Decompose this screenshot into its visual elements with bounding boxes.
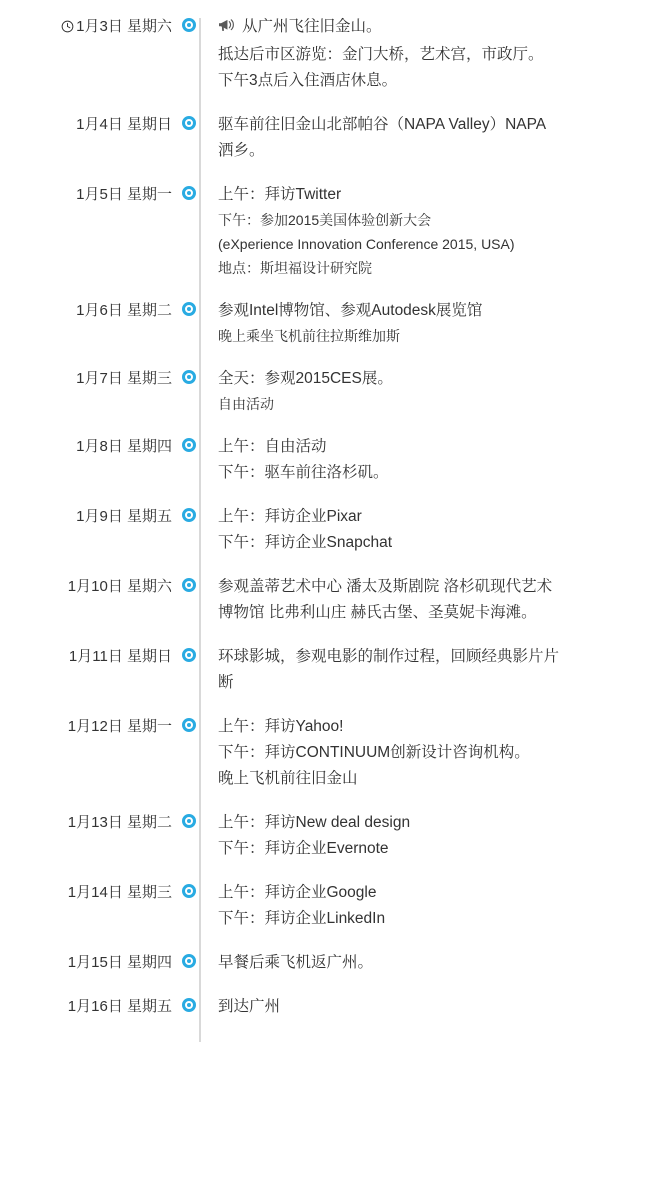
timeline-entry bbox=[0, 804, 650, 874]
entry-line bbox=[218, 644, 632, 670]
entry-line bbox=[218, 906, 632, 932]
entry-date-label: 1月16日 星期五 bbox=[67, 998, 172, 1015]
timeline-entry bbox=[0, 360, 650, 428]
entry-date bbox=[0, 8, 182, 40]
entry-line-text: 上午：拜访New deal design bbox=[218, 814, 411, 831]
timeline-entry bbox=[0, 106, 650, 176]
entry-line-text: 下午3点后入住酒店休息。 bbox=[218, 72, 398, 89]
entry-line bbox=[218, 994, 632, 1020]
entry-date bbox=[0, 498, 182, 528]
entry-line-text: 上午：拜访Twitter bbox=[218, 186, 342, 203]
entry-line-text: 从广州飞往旧金山。 bbox=[242, 18, 382, 35]
entry-line bbox=[218, 138, 632, 164]
entry-content bbox=[208, 944, 650, 988]
entry-line bbox=[218, 68, 632, 94]
timeline-dot-icon bbox=[182, 578, 196, 592]
timeline-dot-icon bbox=[182, 186, 196, 200]
entry-line bbox=[218, 324, 632, 348]
entry-date bbox=[0, 292, 182, 322]
entry-line-text: 博物馆 比弗利山庄 赫氏古堡、圣莫妮卡海滩。 bbox=[218, 604, 537, 621]
entry-date-label: 1月14日 星期三 bbox=[67, 884, 172, 901]
entry-line-text: 环球影城，参观电影的制作过程，回顾经典影片片 bbox=[218, 648, 560, 665]
entry-line bbox=[218, 42, 632, 68]
entry-line-text: 下午：驱车前往洛杉矶。 bbox=[218, 464, 389, 481]
timeline-dot-icon bbox=[182, 884, 196, 898]
entry-line bbox=[218, 298, 632, 324]
entry-date bbox=[0, 106, 182, 136]
timeline-dot-icon bbox=[182, 954, 196, 968]
timeline-entry bbox=[0, 176, 650, 292]
bottom-spacer bbox=[0, 1032, 650, 1042]
timeline-entry bbox=[0, 292, 650, 360]
entry-content bbox=[208, 708, 650, 804]
entry-line-text: 上午：拜访企业Pixar bbox=[218, 508, 362, 525]
timeline-entry bbox=[0, 638, 650, 708]
entry-date-label: 1月6日 星期二 bbox=[76, 302, 172, 319]
entry-date-label: 1月3日 星期六 bbox=[76, 18, 172, 35]
entry-line-text: 上午：拜访Yahoo! bbox=[218, 718, 344, 735]
entry-line-text: 地点：斯坦福设计研究院 bbox=[218, 260, 372, 276]
entry-line-text: 晚上飞机前往旧金山 bbox=[218, 770, 358, 787]
entry-date bbox=[0, 804, 182, 834]
entry-line-text: 到达广州 bbox=[218, 998, 281, 1015]
entry-line bbox=[218, 232, 632, 256]
entry-date-label: 1月15日 星期四 bbox=[67, 954, 172, 971]
entry-date bbox=[0, 360, 182, 390]
entry-date bbox=[0, 176, 182, 206]
entry-line-text: 上午：自由活动 bbox=[218, 438, 327, 455]
entry-content bbox=[208, 106, 650, 176]
timeline-entry bbox=[0, 568, 650, 638]
timeline-dot-icon bbox=[182, 370, 196, 384]
entry-date bbox=[0, 708, 182, 738]
entry-line bbox=[218, 504, 632, 530]
entry-date-label: 1月13日 星期二 bbox=[67, 814, 172, 831]
entry-content bbox=[208, 428, 650, 498]
entry-line-text: 抵达后市区游览：金门大桥，艺术宫，市政厅。 bbox=[218, 46, 544, 63]
timeline-rows bbox=[0, 8, 650, 1032]
entry-line bbox=[218, 880, 632, 906]
entry-line bbox=[218, 366, 632, 392]
entry-date bbox=[0, 568, 182, 598]
entry-line bbox=[218, 460, 632, 486]
entry-date-label: 1月12日 星期一 bbox=[67, 718, 172, 735]
entry-line bbox=[218, 740, 632, 766]
timeline-dot-icon bbox=[182, 18, 196, 32]
entry-line-text: 驱车前往旧金山北部帕谷（NAPA Valley）NAPA bbox=[218, 116, 547, 133]
megaphone-icon bbox=[218, 16, 236, 42]
entry-content bbox=[208, 360, 650, 428]
entry-line-text: 自由活动 bbox=[218, 396, 274, 412]
entry-line-text: 断 bbox=[218, 674, 234, 691]
timeline-dot-icon bbox=[182, 718, 196, 732]
timeline-dot-icon bbox=[182, 302, 196, 316]
entry-line-text: 下午：拜访企业Snapchat bbox=[218, 534, 392, 551]
entry-line bbox=[218, 950, 632, 976]
entry-date bbox=[0, 428, 182, 458]
entry-line-text: 下午：拜访CONTINUUM创新设计咨询机构。 bbox=[218, 744, 530, 761]
entry-line bbox=[218, 112, 632, 138]
entry-line bbox=[218, 530, 632, 556]
timeline-entry bbox=[0, 944, 650, 988]
entry-line-text: 下午：拜访企业LinkedIn bbox=[218, 910, 386, 927]
timeline-entry bbox=[0, 874, 650, 944]
entry-line bbox=[218, 14, 632, 42]
entry-date bbox=[0, 638, 182, 668]
entry-line-text: 上午：拜访企业Google bbox=[218, 884, 377, 901]
entry-line-text: 晚上乘坐飞机前往拉斯维加斯 bbox=[218, 328, 400, 344]
entry-line bbox=[218, 810, 632, 836]
timeline-entry bbox=[0, 708, 650, 804]
timeline-entry bbox=[0, 428, 650, 498]
entry-date-label: 1月9日 星期五 bbox=[76, 508, 172, 525]
entry-date-label: 1月4日 星期日 bbox=[76, 116, 172, 133]
entry-content bbox=[208, 804, 650, 874]
entry-content bbox=[208, 568, 650, 638]
timeline-entry bbox=[0, 988, 650, 1032]
entry-content bbox=[208, 988, 650, 1032]
entry-line-text: 参观盖蒂艺术中心 潘太及斯剧院 洛杉矶现代艺术 bbox=[218, 578, 553, 595]
entry-content bbox=[208, 638, 650, 708]
entry-line bbox=[218, 836, 632, 862]
entry-line bbox=[218, 574, 632, 600]
timeline-dot-icon bbox=[182, 648, 196, 662]
entry-line-text: (eXperience Innovation Conference 2015, USA) bbox=[218, 236, 515, 252]
timeline-dot-icon bbox=[182, 508, 196, 522]
timeline-dot-icon bbox=[182, 116, 196, 130]
entry-line bbox=[218, 600, 632, 626]
entry-line-text: 早餐后乘飞机返广州。 bbox=[218, 954, 374, 971]
entry-line bbox=[218, 208, 632, 232]
entry-line bbox=[218, 392, 632, 416]
entry-line-text: 参观Intel博物馆、参观Autodesk展览馆 bbox=[218, 302, 483, 319]
timeline-dot-icon bbox=[182, 438, 196, 452]
entry-date-label: 1月7日 星期三 bbox=[76, 370, 172, 387]
entry-date bbox=[0, 988, 182, 1018]
entry-content bbox=[208, 176, 650, 292]
timeline-dot-icon bbox=[182, 998, 196, 1012]
entry-content bbox=[208, 874, 650, 944]
entry-line bbox=[218, 256, 632, 280]
entry-line bbox=[218, 766, 632, 792]
entry-line-text: 洒乡。 bbox=[218, 142, 265, 159]
entry-content bbox=[208, 8, 650, 106]
timeline-entry bbox=[0, 498, 650, 568]
entry-line bbox=[218, 182, 632, 208]
entry-line bbox=[218, 670, 632, 696]
entry-line-text: 下午：参加2015美国体验创新大会 bbox=[218, 212, 432, 228]
clock-icon bbox=[61, 18, 74, 40]
entry-date bbox=[0, 874, 182, 904]
entry-content bbox=[208, 498, 650, 568]
entry-date-label: 1月8日 星期四 bbox=[76, 438, 172, 455]
entry-line bbox=[218, 434, 632, 460]
timeline-entry bbox=[0, 8, 650, 106]
entry-content bbox=[208, 292, 650, 360]
entry-date bbox=[0, 944, 182, 974]
entry-line-text: 全天：参观2015CES展。 bbox=[218, 370, 393, 387]
entry-date-label: 1月5日 星期一 bbox=[76, 186, 172, 203]
entry-date-label: 1月10日 星期六 bbox=[67, 578, 172, 595]
entry-date-label: 1月11日 星期日 bbox=[68, 648, 172, 665]
timeline-dot-icon bbox=[182, 814, 196, 828]
entry-line-text: 下午：拜访企业Evernote bbox=[218, 840, 389, 857]
entry-line bbox=[218, 714, 632, 740]
